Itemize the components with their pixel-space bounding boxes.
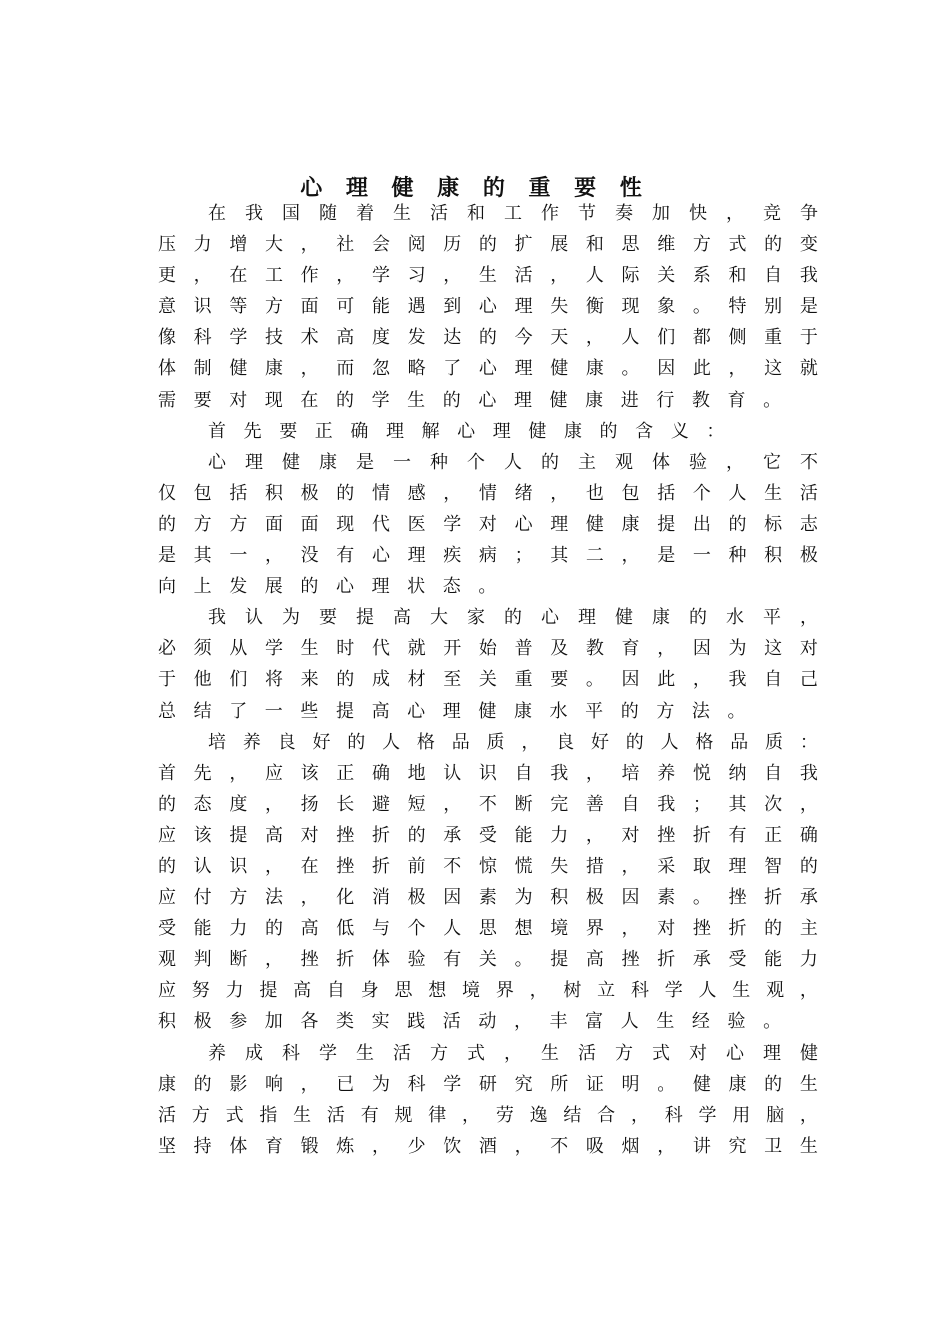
text-line: 受 能 力 的 高 低 与 个 人 思 想 境 界 ， 对 挫 折 的 主	[158, 918, 818, 940]
text-line: 仅 包 括 积 极 的 情 感 ， 情 绪 ， 也 包 括 个 人 生 活	[158, 482, 818, 504]
text-line: 需 要 对 现 在 的 学 生 的 心 理 健 康 进 行 教 育 。	[158, 389, 782, 411]
text-line: 活 方 式 指 生 活 有 规 律 ， 劳 逸 结 合 ， 科 学 用 脑 ，	[158, 1104, 818, 1126]
text-line: 首 先 要 正 确 理 解 心 理 健 康 的 含 义 ：	[208, 420, 725, 442]
text-line: 体 制 健 康 ， 而 忽 略 了 心 理 健 康 。 因 此 ， 这 就	[158, 358, 818, 380]
text-line: 必 须 从 学 生 时 代 就 开 始 普 及 教 育 ， 因 为 这 对	[158, 638, 818, 660]
text-line: 观 判 断 ， 挫 折 体 验 有 关 。 提 高 挫 折 承 受 能 力	[158, 949, 818, 971]
text-line: 养 成 科 学 生 活 方 式 ， 生 活 方 式 对 心 理 健	[208, 1042, 818, 1064]
text-line: 向 上 发 展 的 心 理 状 态 。	[158, 576, 497, 598]
document-body	[158, 198, 818, 1162]
text-line: 坚 持 体 育 锻 炼 ， 少 饮 酒 ， 不 吸 烟 ， 讲 究 卫 生	[158, 1135, 818, 1157]
text-line: 是 其 一 ， 没 有 心 理 疾 病 ； 其 二 ， 是 一 种 积 极	[158, 545, 818, 567]
text-line: 像 科 学 技 术 高 度 发 达 的 今 天 ， 人 们 都 侧 重 于	[158, 327, 818, 349]
text-line: 首 先 ， 应 该 正 确 地 认 识 自 我 ， 培 养 悦 纳 自 我	[158, 762, 818, 784]
text-line: 总 结 了 一 些 提 高 心 理 健 康 水 平 的 方 法 。	[158, 700, 746, 722]
text-line: 意 识 等 方 面 可 能 遇 到 心 理 失 衡 现 象 。 特 别 是	[158, 296, 818, 318]
text-line: 应 努 力 提 高 自 身 思 想 境 界 ， 树 立 科 学 人 生 观 ，	[158, 980, 818, 1002]
document-title: 心 理 健 康 的 重 要 性	[300, 175, 650, 201]
text-line: 更 ， 在 工 作 ， 学 习 ， 生 活 ， 人 际 关 系 和 自 我	[158, 265, 818, 287]
text-line: 的 认 识 ， 在 挫 折 前 不 惊 慌 失 措 ， 采 取 理 智 的	[158, 855, 818, 877]
text-line: 康 的 影 响 ， 已 为 科 学 研 究 所 证 明 。 健 康 的 生	[158, 1073, 818, 1095]
text-line: 应 付 方 法 ， 化 消 极 因 素 为 积 极 因 素 。 挫 折 承	[158, 887, 818, 909]
text-line: 于 他 们 将 来 的 成 材 至 关 重 要 。 因 此 ， 我 自 己	[158, 669, 818, 691]
text-line: 心 理 健 康 是 一 种 个 人 的 主 观 体 验 ， 它 不	[208, 451, 818, 473]
text-line: 在 我 国 随 着 生 活 和 工 作 节 奏 加 快 ， 竞 争	[208, 203, 818, 224]
text-line: 应 该 提 高 对 挫 折 的 承 受 能 力 ， 对 挫 折 有 正 确	[158, 824, 818, 846]
text-line: 培 养 良 好 的 人 格 品 质 ， 良 好 的 人 格 品 质 ：	[208, 731, 818, 753]
text-line: 的 方 方 面 面 现 代 医 学 对 心 理 健 康 提 出 的 标 志	[158, 513, 818, 535]
text-line: 压 力 增 大 ， 社 会 阅 历 的 扩 展 和 思 维 方 式 的 变	[158, 234, 818, 256]
text-line: 我 认 为 要 提 高 大 家 的 心 理 健 康 的 水 平 ，	[208, 607, 818, 629]
text-line: 的 态 度 ， 扬 长 避 短 ， 不 断 完 善 自 我 ； 其 次 ，	[158, 793, 818, 815]
text-line: 积 极 参 加 各 类 实 践 活 动 ， 丰 富 人 生 经 验 。	[158, 1011, 782, 1033]
